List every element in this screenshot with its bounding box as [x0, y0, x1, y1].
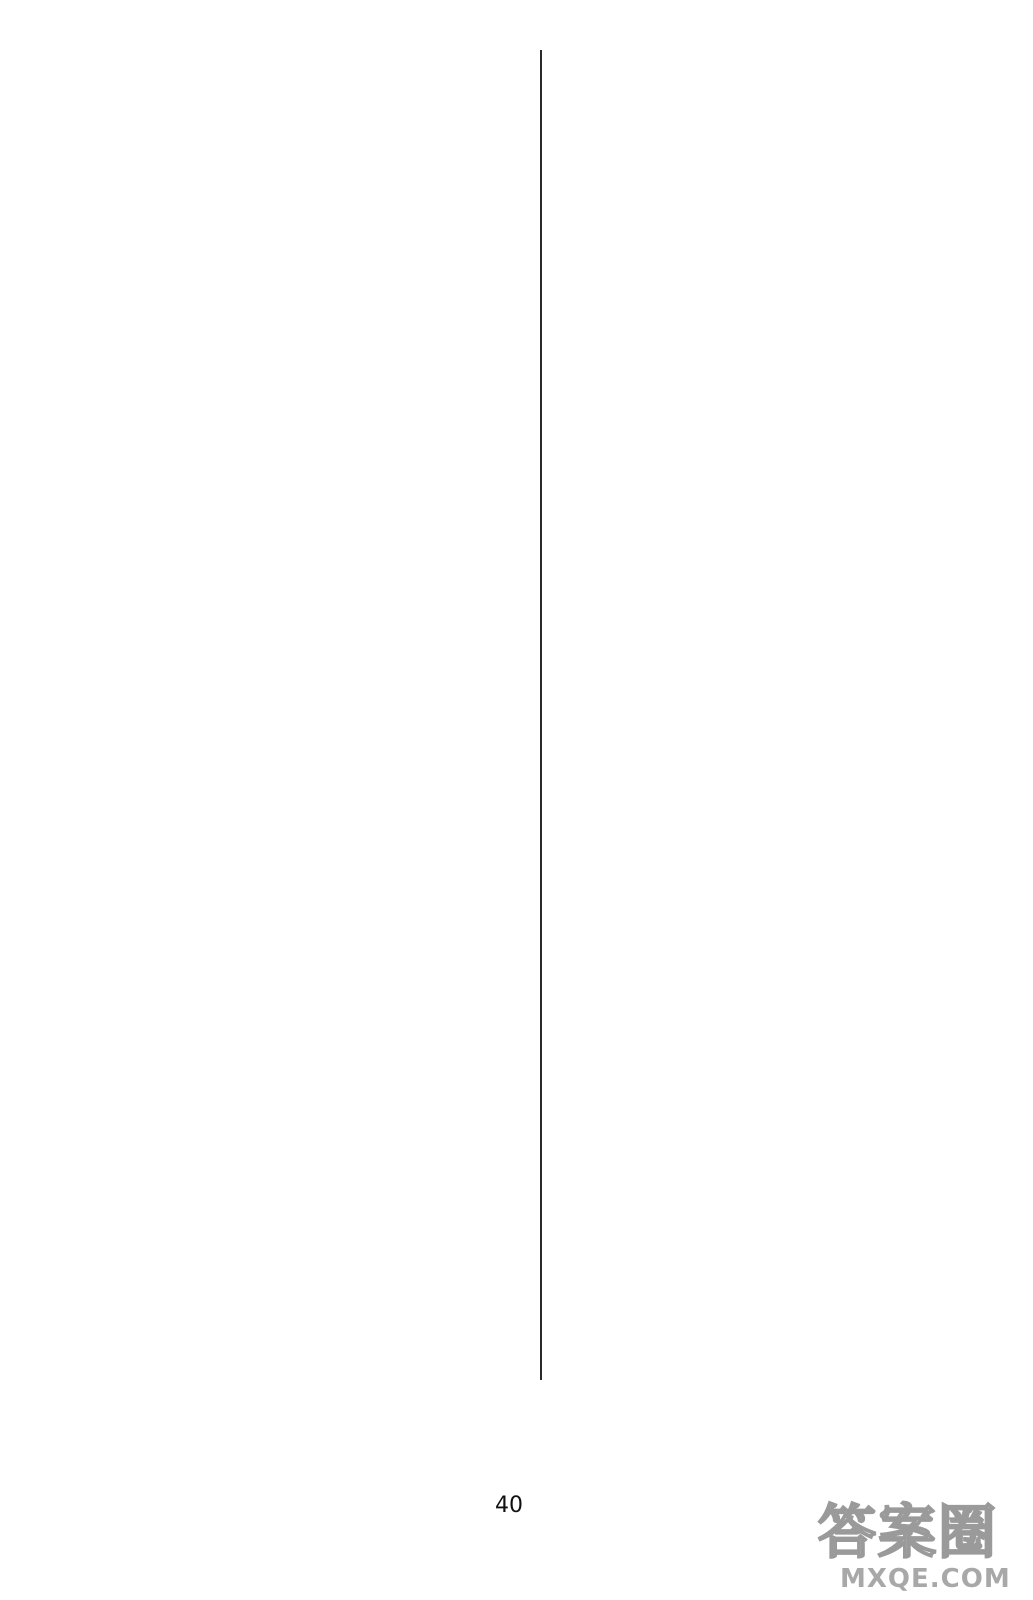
column-divider — [540, 50, 542, 1380]
watermark-text: 答案圈 — [818, 1498, 999, 1566]
watermark-logo — [818, 1500, 1023, 1595]
page-number: 40 — [495, 1493, 523, 1518]
watermark-url: MXQE.COM — [840, 1564, 1011, 1594]
